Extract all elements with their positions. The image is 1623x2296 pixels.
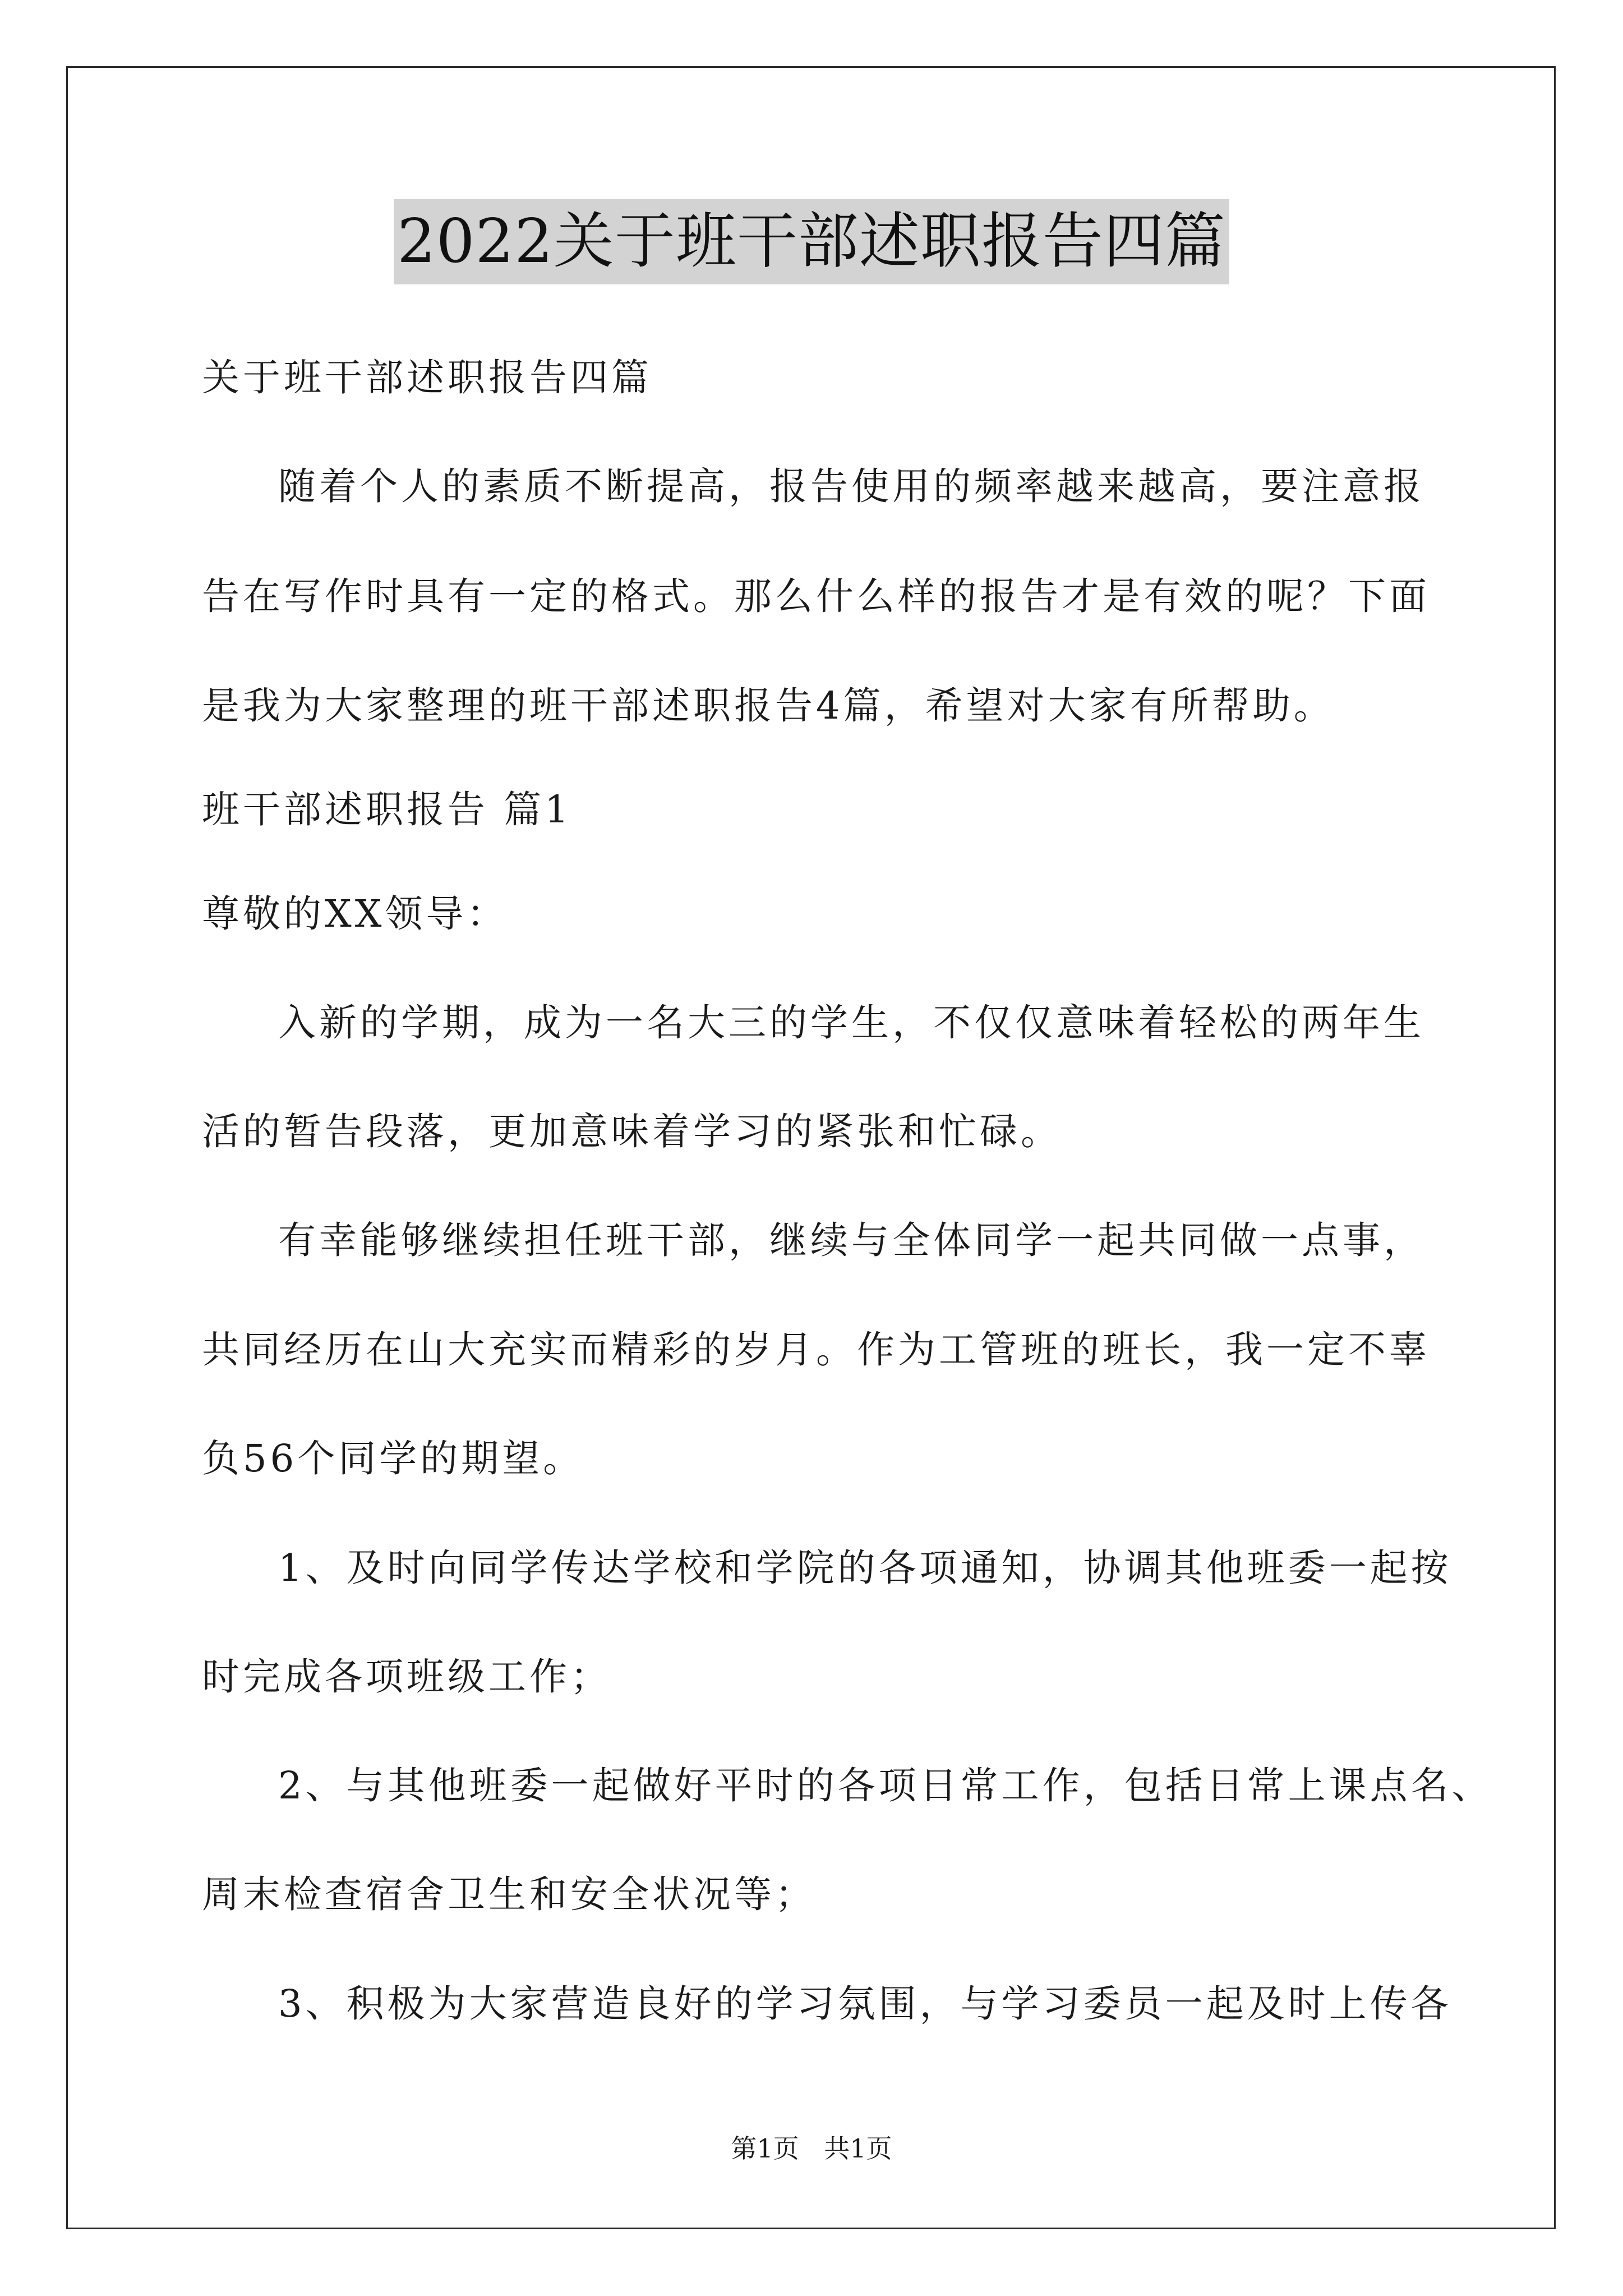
page-footer: 第1页 共1页 (731, 2133, 892, 2164)
list-item-line: 1、及时向同学传达学校和学院的各项通知，协调其他班委一起按 (278, 1546, 1452, 1590)
paragraph-line: 是我为大家整理的班干部述职报告4篇，希望对大家有所帮助。 (202, 684, 1335, 728)
paragraph-line: 活的暂告段落，更加意味着学习的紧张和忙碌。 (202, 1110, 1062, 1153)
paragraph-line: 入新的学期，成为一名大三的学生，不仅仅意味着轻松的两年生 (278, 1001, 1424, 1045)
salutation-line: 尊敬的XX领导： (202, 892, 508, 936)
paragraph-line: 告在写作时具有一定的格式。那么什么样的报告才是有效的呢？下面 (202, 574, 1430, 618)
list-item-line: 2、与其他班委一起做好平时的各项日常工作，包括日常上课点名、 (278, 1764, 1493, 1807)
section-heading: 班干部述职报告 篇1 (202, 788, 572, 831)
title-container (0, 199, 1623, 284)
paragraph-line: 共同经历在山大充实而精彩的岁月。作为工管班的班长，我一定不辜 (202, 1328, 1430, 1372)
list-item-line: 3、积极为大家营造良好的学习氛围，与学习委员一起及时上传各 (278, 1982, 1452, 2026)
paragraph-line: 随着个人的素质不断提高，报告使用的频率越来越高，要注意报 (278, 464, 1424, 508)
list-item-line: 时完成各项班级工作； (202, 1655, 611, 1699)
paragraph-line: 有幸能够继续担任班干部，继续与全体同学一起共同做一点事， (278, 1218, 1424, 1262)
list-item-line: 周末检查宿舍卫生和安全状况等； (202, 1872, 816, 1916)
paragraph-line: 负56个同学的期望。 (202, 1437, 584, 1480)
document-title: 2022关于班干部述职报告四篇 (394, 199, 1229, 284)
subtitle-line: 关于班干部述职报告四篇 (202, 356, 652, 399)
